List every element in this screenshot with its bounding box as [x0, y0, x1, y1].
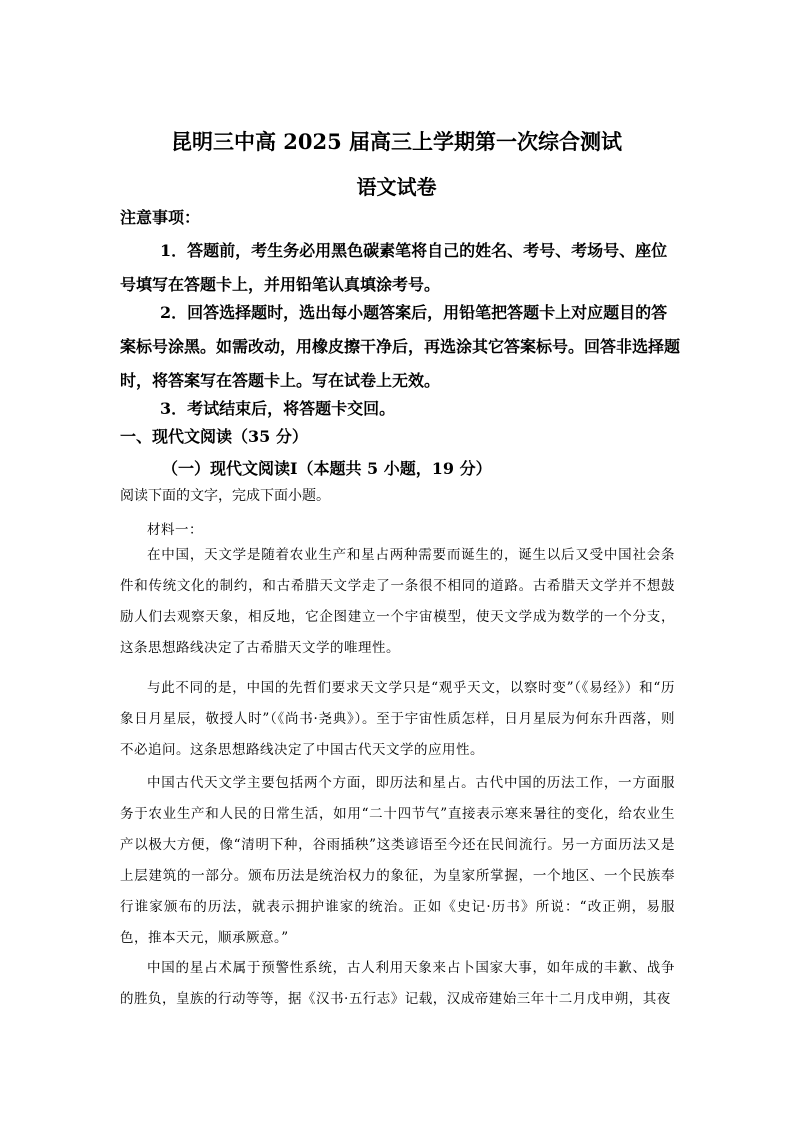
note-item-2: 2．回答选择题时，选出每小题答案后，用铅笔把答题卡上对应题目的答案标号涂黑。如需改动，用橡皮擦干净后，再选涂其它答案标号。回答非选择题时，将答案写在答题卡上。写在试卷上无效。 [120, 303, 681, 390]
material-paragraph-4: 中国的星占术属于预警性系统，古人利用天象来占卜国家大事，如年成的丰歉、战争的胜负，皇族的行动等等，据《汉书·五行志》记载，汉成帝建始三年十二月戊申朔，其夜 [120, 960, 675, 1007]
material-paragraph-2: 与此不同的是，中国的先哲们要求天文学只是“观乎天文，以察时变”（《易经》）和“历象日月星辰，敬授人时”（《尚书·尧典》）。至于宇宙性质怎样，日月星辰为何东升西落，则不必追问。这条思想路线决定了中国古代天文学的应用性。 [120, 680, 675, 758]
material-paragraph-1: 在中国，天文学是随着农业生产和星占两种需要而诞生的，诞生以后又受中国社会条件和传统文化的制约，和古希腊天文学走了一条很不相同的道路。古希腊天文学并不想鼓励人们去观察天象，相反地，它企图建立一个宇宙模型，使天文学成为数学的一个分支，这条思想路线决定了古希腊天文学的唯理性。 [120, 547, 675, 656]
reading-instruction: 阅读下面的文字，完成下面小题。 [120, 488, 330, 504]
exam-title: 昆明三中高 2025 届高三上学期第一次综合测试 [170, 129, 623, 154]
material-paragraph-3: 中国古代天文学主要包括两个方面，即历法和星占。古代中国的历法工作，一方面服务于农业生产和人民的日常生活，如用“二十四节气”直接表示寒来暑往的变化，给农业生产以极大方便，像“清明下种，谷雨插秧”这类谚语至今还在民间流行。另一方面历法又是上层建筑的一部分。颁布历法是统治权力的象征，为皇家所掌握，一个地区、一个民族奉行谁家颁布的历法，就表示拥护谁家的统治。正如《史记·历书》所说：“改正朔，易服色，推本天元，顺承厥意。” [120, 775, 675, 946]
notes-heading: 注意事项： [120, 208, 201, 227]
note-item-3: 3．考试结束后，将答题卡交回。 [160, 399, 396, 418]
section-heading: 一、现代文阅读（35 分） [120, 427, 308, 446]
note-item-1: 1．答题前，考生务必用黑色碳素笔将自己的姓名、考号、考场号、座位号填写在答题卡上，并用铅笔认真填涂考号。 [120, 241, 668, 294]
sub-section-heading: （一）现代文阅读Ⅰ（本题共 5 小题，19 分） [162, 459, 492, 478]
exam-subtitle: 语文试卷 [356, 175, 437, 199]
material-label: 材料一： [147, 522, 203, 538]
